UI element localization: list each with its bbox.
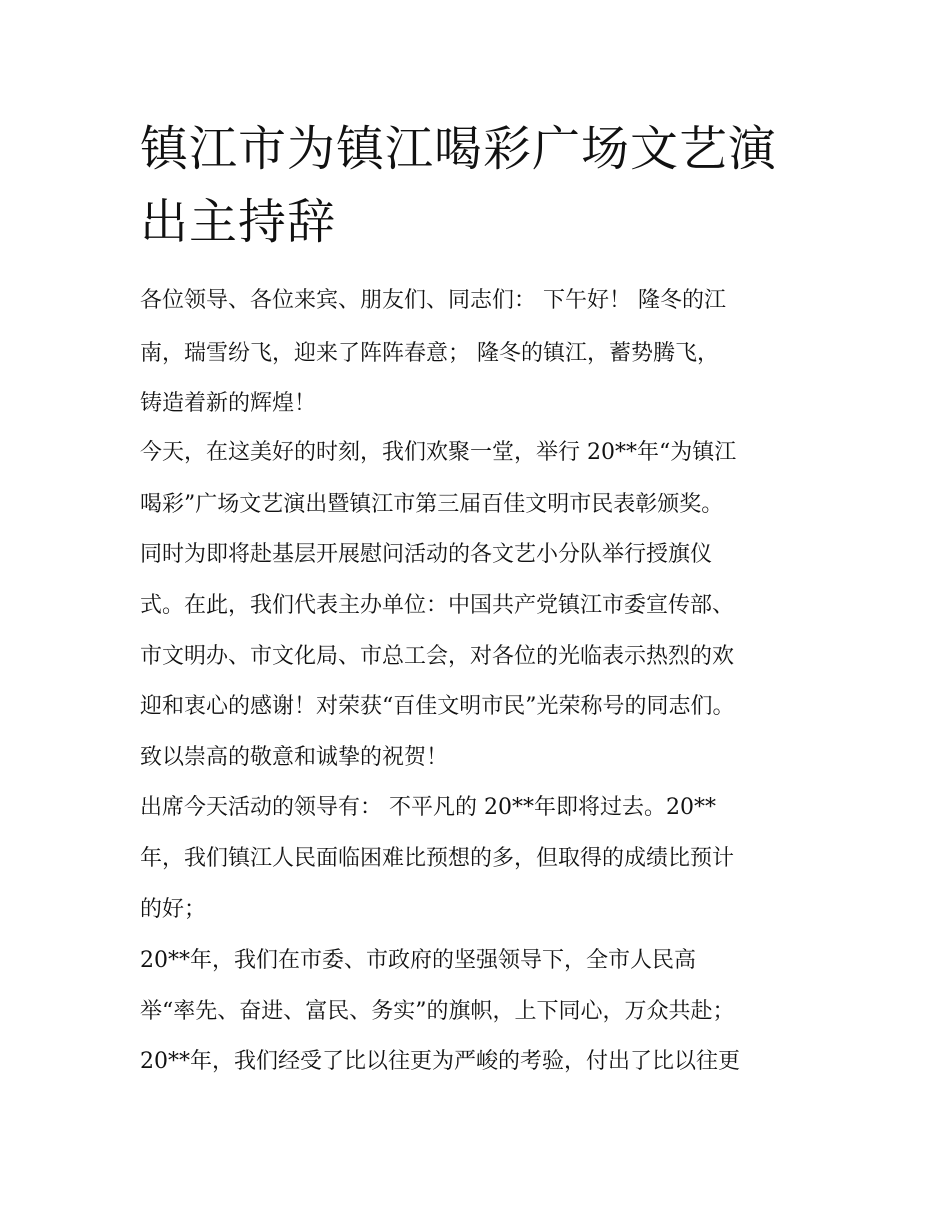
body-line: 铸造着新的辉煌！	[140, 391, 317, 416]
body-line: 的好；	[140, 897, 207, 922]
body-line: 市文明办、市文化局、市总工会，对各位的光临表示热烈的欢	[140, 644, 735, 669]
body-line: 同时为即将赴基层开展慰问活动的各文艺小分队举行授旗仪	[140, 542, 713, 567]
body-line: 致以崇高的敬意和诚挚的祝贺！	[140, 745, 449, 770]
body-line: 南，瑞雪纷飞，迎来了阵阵春意； 隆冬的镇江，蓄势腾飞，	[140, 341, 719, 366]
body-line: 迎和衷心的感谢！对荣获“百佳文明市民”光荣称号的同志们。	[140, 694, 735, 719]
body-line: 喝彩”广场文艺演出暨镇江市第三届百佳文明市民表彰颁奖。	[140, 492, 724, 517]
body-line: 举“率先、奋进、富民、务实”的旗帜，上下同心，万众共赴；	[140, 999, 735, 1024]
document-title: 镇江市为镇江喝彩广场文艺演出主持辞	[140, 121, 778, 250]
body-line: 20**年，我们在市委、市政府的坚强领导下，全市人民高	[140, 948, 696, 973]
body-line: 各位领导、各位来宾、朋友们、同志们： 下午好！ 隆冬的江	[140, 288, 726, 313]
body-line: 年，我们镇江人民面临困难比预想的多，但取得的成绩比预计	[140, 846, 735, 871]
body-line: 今天，在这美好的时刻，我们欢聚一堂，举行 20**年“为镇江	[140, 440, 737, 465]
body-line: 出席今天活动的领导有： 不平凡的 20**年即将过去。20**	[140, 795, 716, 820]
body-line: 20**年，我们经受了比以往更为严峻的考验，付出了比以往更	[140, 1049, 740, 1074]
body-line: 式。在此，我们代表主办单位：中国共产党镇江市委宣传部、	[140, 593, 735, 618]
